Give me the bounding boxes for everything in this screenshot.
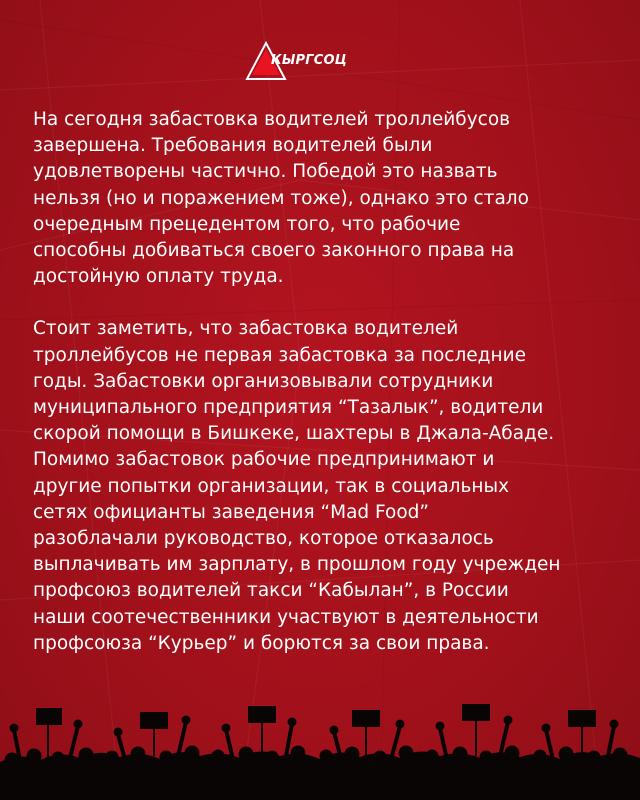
text-line: выплачивать им зарплату, в прошлом году учрежден (33, 554, 561, 576)
text-line: другие попытки организации, так в социальных (33, 475, 510, 497)
text-line: Помимо забастовок рабочие предпринимают и (33, 449, 495, 471)
text-line: Стоит заметить, что забастовка водителей (33, 318, 459, 340)
article-text (33, 107, 623, 657)
paragraph-2 (33, 316, 623, 657)
protest-crowd-silhouette-icon (0, 700, 640, 800)
text-line: удовлетворены частично. Победой это назвать (33, 161, 498, 183)
text-line: очередным прецедентом того, что рабочие (33, 213, 461, 235)
text-line: сетях официанты заведения “Mad Food” (33, 501, 429, 523)
text-line: скорой помощи в Бишкеке, шахтеры в Джала-Абаде. (33, 423, 555, 445)
text-line: способны добиваться своего законного права на (33, 240, 515, 262)
paragraph-1 (33, 107, 623, 290)
text-line: наши соотечественники участвуют в деятельности (33, 606, 539, 628)
text-line: нельзя (но и поражением тоже), однако это стало (33, 187, 529, 209)
logo-text: КЫРГСОЦ (271, 53, 347, 68)
text-line: завершена. Требования водителей были (33, 135, 433, 157)
text-line: троллейбусов не первая забастовка за последние (33, 344, 526, 366)
text-line: годы. Забастовки организовывали сотрудники (33, 370, 494, 392)
text-line: достойную оплату труда. (33, 266, 284, 288)
text-line: На сегодня забастовка водителей троллейбусов (33, 109, 511, 130)
text-line: профсоюз водителей такси “Кабылан”, в России (33, 580, 509, 602)
logo (244, 40, 374, 84)
text-line: муниципального предприятия “Тазалык”, водители (33, 397, 544, 419)
text-line: разоблачали руководство, которое отказалось (33, 528, 494, 550)
text-line: профсоюза “Курьер” и борются за свои права. (33, 632, 490, 654)
